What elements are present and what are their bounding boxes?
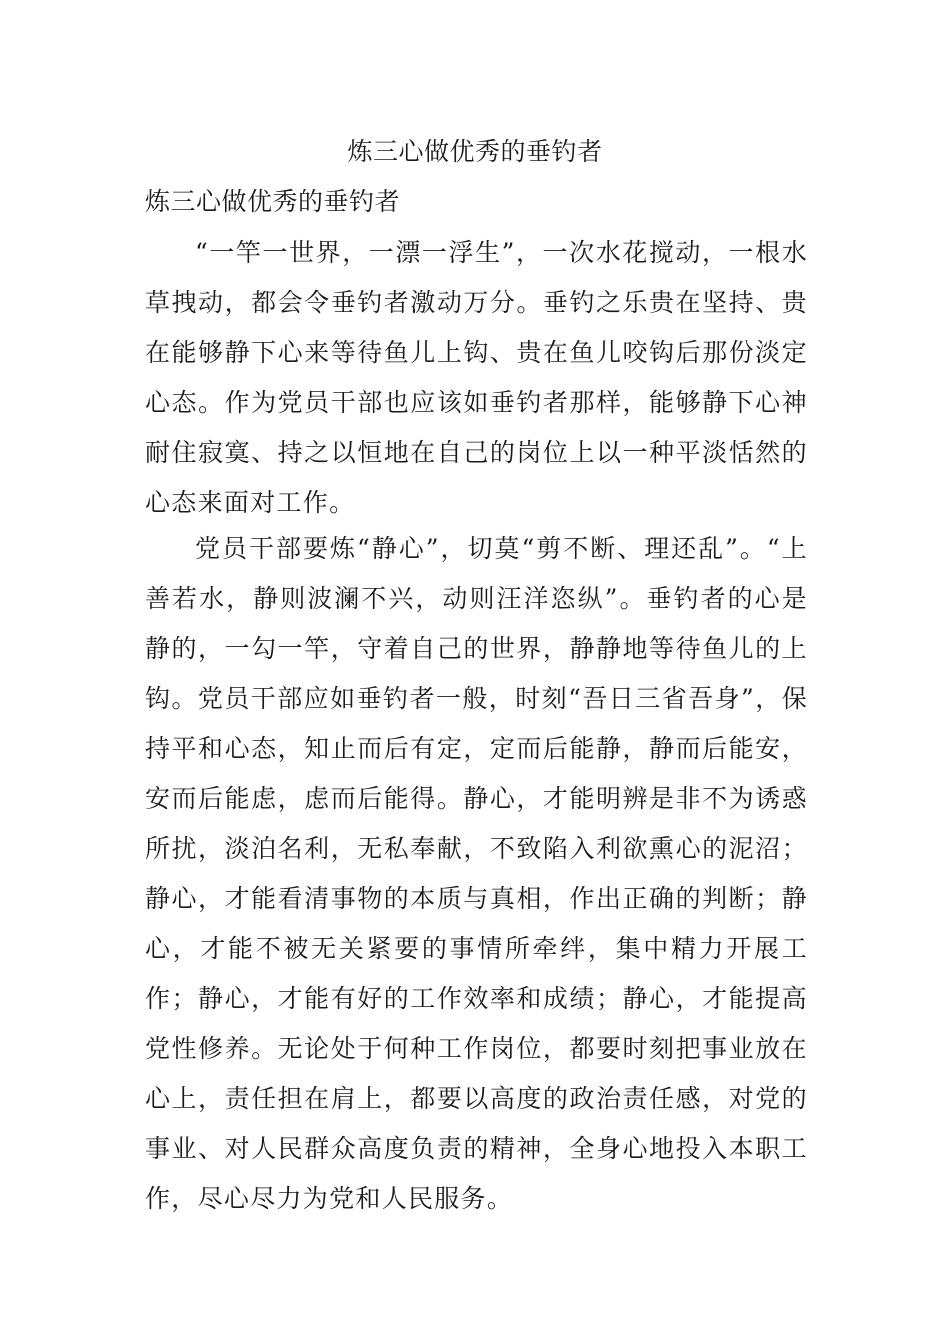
document-subtitle: 炼三心做优秀的垂钓者 <box>145 187 401 216</box>
paragraph-1: “一竿一世界，一漂一浮生”，一次水花搅动，一根水草拽动，都会令垂钓者激动万分。垂钓之乐贵在坚持、贵在能够静下心来等待鱼儿上钩、贵在鱼儿咬钩后那份淡定心态。作为党员干部也应该如垂钓者那样，能够静下心神耐住寂寞、持之以恒地在自己的岗位上以一种平淡恬然的心态来面对工作。 <box>145 238 808 517</box>
paragraph-2: 党员干部要炼“静心”，切莫“剪不断、理还乱”。“上善若水，静则波澜不兴，动则汪洋恣纵”。垂钓者的心是静的，一勾一竿，守着自己的世界，静静地等待鱼儿的上钩。党员干部应如垂钓者一般，时刻“吾日三省吾身”，保持平和心态，知止而后有定，定而后能静，静而后能安，安而后能虑，虑而后能得。静心，才能明辨是非不为诱惑所扰，淡泊名利，无私奉献，不致陷入利欲熏心的泥沼；静心，才能看清事物的本质与真相，作出正确的判断；静心，才能不被无关紧要的事情所牵绊，集中精力开展工作；静心，才能有好的工作效率和成绩；静心，才能提高党性修养。无论处于何种工作岗位，都要时刻把事业放在心上，责任担在肩上，都要以高度的政治责任感，对党的事业、对人民群众高度负责的精神，全身心地投入本职工作，尽心尽力为党和人民服务。 <box>145 534 808 1213</box>
document-title: 炼三心做优秀的垂钓者 <box>347 137 603 166</box>
